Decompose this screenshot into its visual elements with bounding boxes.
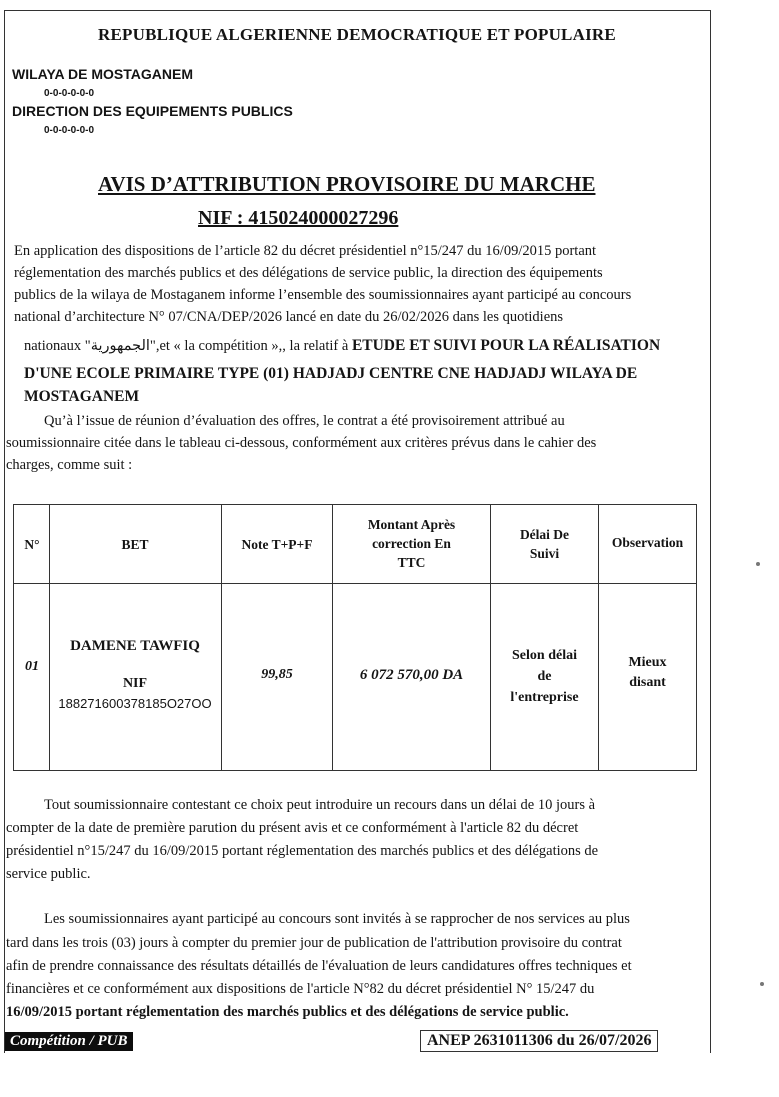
source-badge: Compétition / PUB — [5, 1032, 133, 1051]
header-delai-line: Suivi — [529, 546, 560, 561]
row-observation-line: disant — [629, 675, 666, 690]
invitation-line: tard dans les trois (03) jours à compter du premier jour de publication de l'attribution provisoire du contrat — [6, 935, 622, 951]
row-delai-line: l'entreprise — [510, 690, 579, 705]
intro-line — [24, 335, 660, 357]
recours-line: présidentiel n°15/247 du 16/09/2015 portant réglementation des marchés publics et des délégations de — [6, 843, 599, 859]
intro-line: Qu’à l’issue de réunion d’évaluation des offres, le contrat a été provisoirement attribué au — [44, 413, 565, 429]
wilaya-label: WILAYA DE MOSTAGANEM — [12, 66, 193, 82]
intro-line: charges, comme suit : — [6, 457, 133, 473]
recours-line: service public. — [6, 866, 91, 882]
intro-line: soumissionnaire citée dans le tableau ci-dessous, conformément aux critères prévus dans le cahier des — [6, 435, 597, 451]
header-num: N° — [24, 537, 40, 552]
invitation-text: 16/09/2015 portant réglementation des marchés publics et des délégations de service public. — [6, 1004, 569, 1020]
bet-name: DAMENE TAWFIQ — [70, 638, 200, 654]
invitation-line: afin de prendre connaissance des résultats détaillés de l'évaluation de leurs candidatures offres techniques et — [6, 958, 632, 974]
direction-label: DIRECTION DES EQUIPEMENTS PUBLICS — [12, 103, 293, 119]
notice-title: AVIS D’ATTRIBUTION PROVISOIRE DU MARCHE — [98, 172, 596, 196]
row-note: 99,85 — [261, 667, 293, 682]
intro-line: En application des dispositions de l’article 82 du décret présidentiel n°15/247 du 16/09/2015 portant — [14, 243, 597, 259]
header-montant — [333, 515, 490, 572]
project-title: ETUDE ET SUIVI POUR LA RÉALISATION — [351, 337, 661, 354]
header-observation: Observation — [611, 535, 684, 550]
row-delai — [491, 645, 598, 708]
row-bet — [50, 636, 220, 714]
intro-line-text: nationaux "الجمهورية",et « la compétition »,, la relatif à — [24, 338, 352, 354]
scan-speck — [760, 982, 764, 986]
nif-title: NIF : 415024000027296 — [198, 207, 399, 229]
anep-reference: ANEP 2631011306 du 26/07/2026 — [420, 1030, 658, 1052]
invitation-line: financières et ce conformément aux dispositions de l'article N°82 du décret présidentiel N° 15/247 du — [6, 981, 595, 997]
row-delai-line: de — [537, 669, 552, 684]
header-delai-line: Délai De — [519, 527, 570, 542]
invitation-line — [6, 1001, 569, 1023]
header-note: Note T+P+F — [241, 537, 313, 552]
table-row-divider — [14, 583, 696, 584]
scan-speck — [756, 562, 760, 566]
nif-label: NIF — [122, 676, 148, 691]
row-delai-line: Selon délai — [512, 648, 577, 663]
row-observation — [599, 653, 696, 693]
header-delai — [491, 525, 598, 563]
row-observation-line: Mieux — [628, 655, 667, 670]
header-bet: BET — [121, 537, 149, 552]
republique-heading: REPUBLIQUE ALGERIENNE DEMOCRATIQUE ET POPULAIRE — [98, 25, 616, 44]
invitation-line: Les soumissionnaires ayant participé au concours sont invités à se rapprocher de nos services au plus — [44, 911, 630, 927]
recours-line: Tout soumissionnaire contestant ce choix peut introduire un recours dans un délai de 10 jours à — [44, 797, 596, 813]
attribution-table — [13, 504, 697, 771]
project-title: D'UNE ECOLE PRIMAIRE TYPE (01) HADJADJ CENTRE CNE HADJADJ WILAYA DE — [24, 365, 638, 382]
separator: 0-0-0-0-0-0 — [44, 125, 95, 136]
row-num: 01 — [25, 659, 39, 674]
header-montant-line: TTC — [397, 555, 426, 570]
intro-line: réglementation des marchés publics et des délégations de service public, la direction des équipements — [14, 265, 603, 281]
intro-line: publics de la wilaya de Mostaganem informe l’ensemble des soumissionnaires ayant participé au concours — [14, 287, 632, 303]
intro-line: national d’architecture N° 07/CNA/DEP/2026 lancé en date du 26/02/2026 dans les quotidiens — [14, 309, 564, 325]
recours-line: compter de la date de première parution du présent avis et ce conformément à l'article 82 du décret — [6, 820, 579, 836]
separator: 0-0-0-0-0-0 — [44, 88, 95, 99]
header-montant-line: Montant Après — [367, 517, 456, 532]
header-montant-line: correction En — [372, 536, 451, 551]
project-title: MOSTAGANEM — [24, 388, 140, 405]
nif-value: 188271600378185O27OO — [58, 696, 212, 711]
row-montant: 6 072 570,00 DA — [359, 667, 464, 683]
